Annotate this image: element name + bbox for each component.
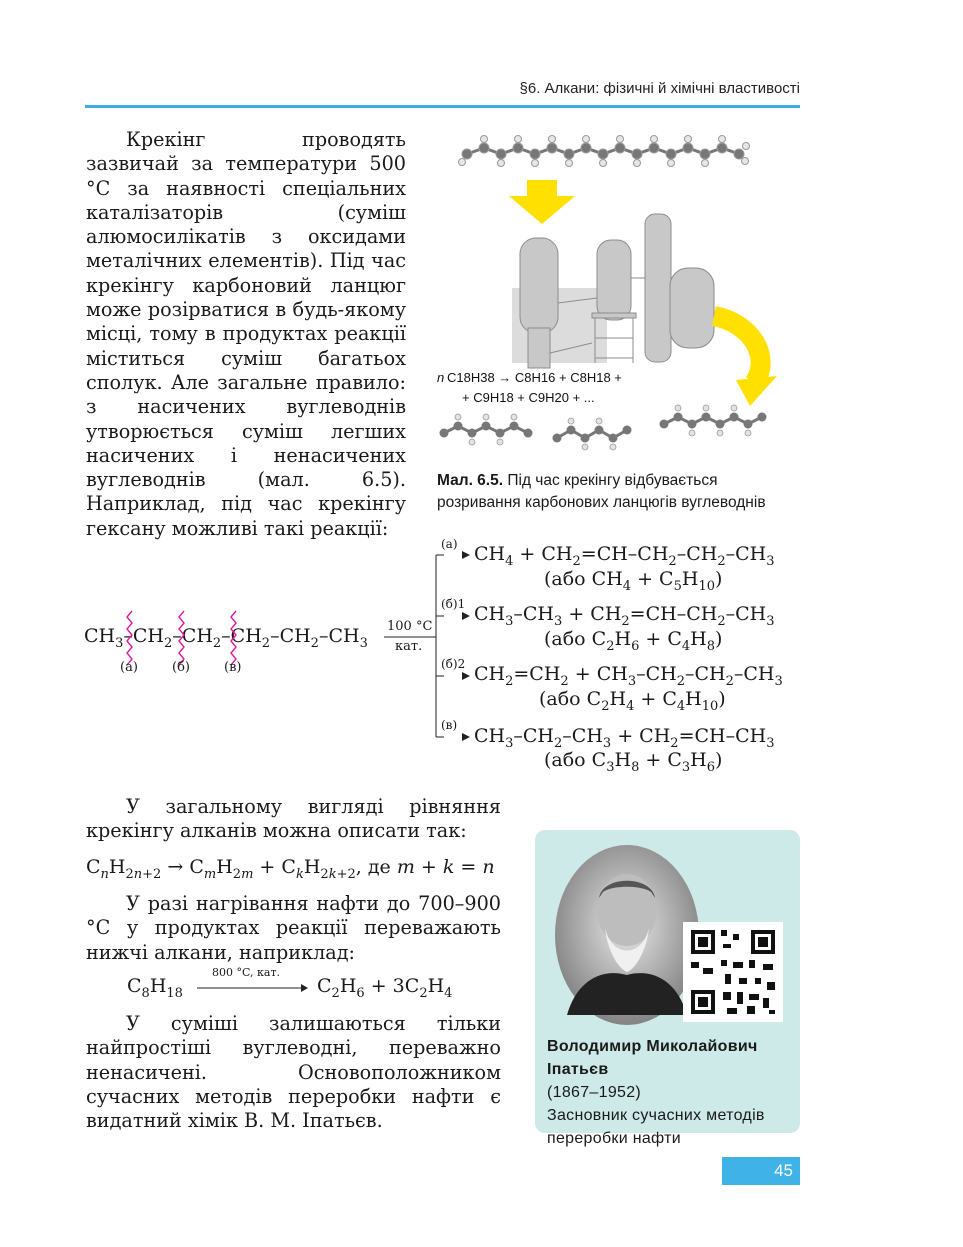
branch-label-b1: (б)1 [441,597,466,611]
page-header [85,78,800,108]
product-b2: $CH_2=CH_2 + CH_3-CH_2-CH_2-CH_3$ [474,663,783,689]
product-b1: $CH_3-CH_3 + CH_2=CH-CH_2-CH_3$ [474,603,775,629]
bio-years: (1867–1952) [547,1084,642,1101]
long-molecule [459,136,750,167]
alt-v: (або $C_3H_8 + C_3H_6$) [544,749,723,775]
heating-conditions: 800 °C, кат. [212,966,281,979]
alt-a: (або $CH_4 + C_5H_{10}$) [544,568,723,594]
figure-equation-line1: C18H38 → C8H16 + C8H18 + [447,370,622,385]
cut-label-v: (в) [224,660,242,675]
section-title: §6. Алкани: фізичні й хімічні властивості [519,80,800,97]
branch-label-v: (в) [441,718,458,732]
conditions-bottom: кат. [395,639,423,654]
cracking-figure [432,128,802,468]
intro-paragraph: Крекінг проводять зазвичай за температури 500 °C за наявності спеціальних каталізаторів (суміш алюмосилікатів з оксидами металічних елементів). Під час крекінгу карбоновий ланцюг може розірватися в будь-якому місці, тому в продуктах реакції міститься суміш багатьох сполук. Але загальне правило: з насичених вуглеводнів утворюється суміш легших насичених і ненасичених вуглеводнів (мал. 6.5). Наприклад, під час крекінгу гексану можливі такі реакції: [86,128,406,540]
page-number: 45 [722,1157,800,1185]
general-formula: $C_nH_{2n+2} \to C_mH_{2m} + C_kH_{2k+2}$, де m + k = n [86,856,495,882]
conditions-top: 100 °C [387,619,433,634]
branch-label-b2: (б)2 [441,657,466,671]
svg-text:n: n [437,370,445,385]
cracking-scheme [84,535,804,775]
general-paragraph: У загальному вигляді рівняння крекінгу алканів можна описати так: [86,795,501,843]
caption-text: Під час крекінгу відбувається розривання карбонових ланцюгів вуглеводнів [437,472,766,511]
heating-reactant: $C_8H_{18}$ [127,975,183,1001]
product-molecules [444,417,762,438]
reactant-formula: $CH_3-CH_2-CH_2-CH_2-CH_2-CH_3$ [84,625,368,651]
refinery-equipment [512,214,714,368]
product-a: $CH_4 + CH_2=CH-CH_2-CH_2-CH_3$ [474,543,775,569]
cut-label-a: (а) [120,660,138,675]
down-arrow-icon [509,180,575,224]
bio-description: Засновник сучасних методів переробки нафти [547,1107,765,1147]
curved-arrow-icon [714,316,761,383]
heating-equation [127,966,487,1005]
branch-arrows [384,535,444,775]
caption-label: Мал. 6.5. [437,472,504,489]
residue-paragraph: У суміші залишаються тільки найпростіші вуглеводні, переважно ненасичені. Основоположником сучасних методів переробки нафти є видатний хімік В. М. Іпатьєв. [86,1012,501,1133]
formula-where: де [367,856,391,878]
biography-card [535,830,800,1147]
product-v: $CH_3-CH_2-CH_3 + CH_2=CH-CH_3$ [474,725,775,751]
alt-b1: (або $C_2H_6 + C_4H_8$) [544,628,723,654]
cut-label-b: (б) [172,660,190,675]
heating-arrow [197,983,309,993]
figure-caption [437,470,802,514]
heating-products: $C_2H_6 + 3C_2H_4$ [317,975,453,1001]
figure-equation-line2: + C9H18 + C9H20 + ... [462,390,595,405]
bio-name: Володимир Миколайович Іпатьєв [547,1038,758,1078]
biography-text [547,1035,792,1150]
qr-code-icon[interactable] [683,922,783,1022]
cracking-illustration [432,128,802,468]
branch-label-a: (а) [441,537,458,551]
alt-b2: (або $C_2H_4 + C_4H_{10}$) [539,688,726,714]
heating-paragraph: У разі нагрівання нафти до 700–900 °C у продуктах реакції переважають нижчі алкани, наприклад: [86,892,501,964]
header-rule [85,105,800,108]
